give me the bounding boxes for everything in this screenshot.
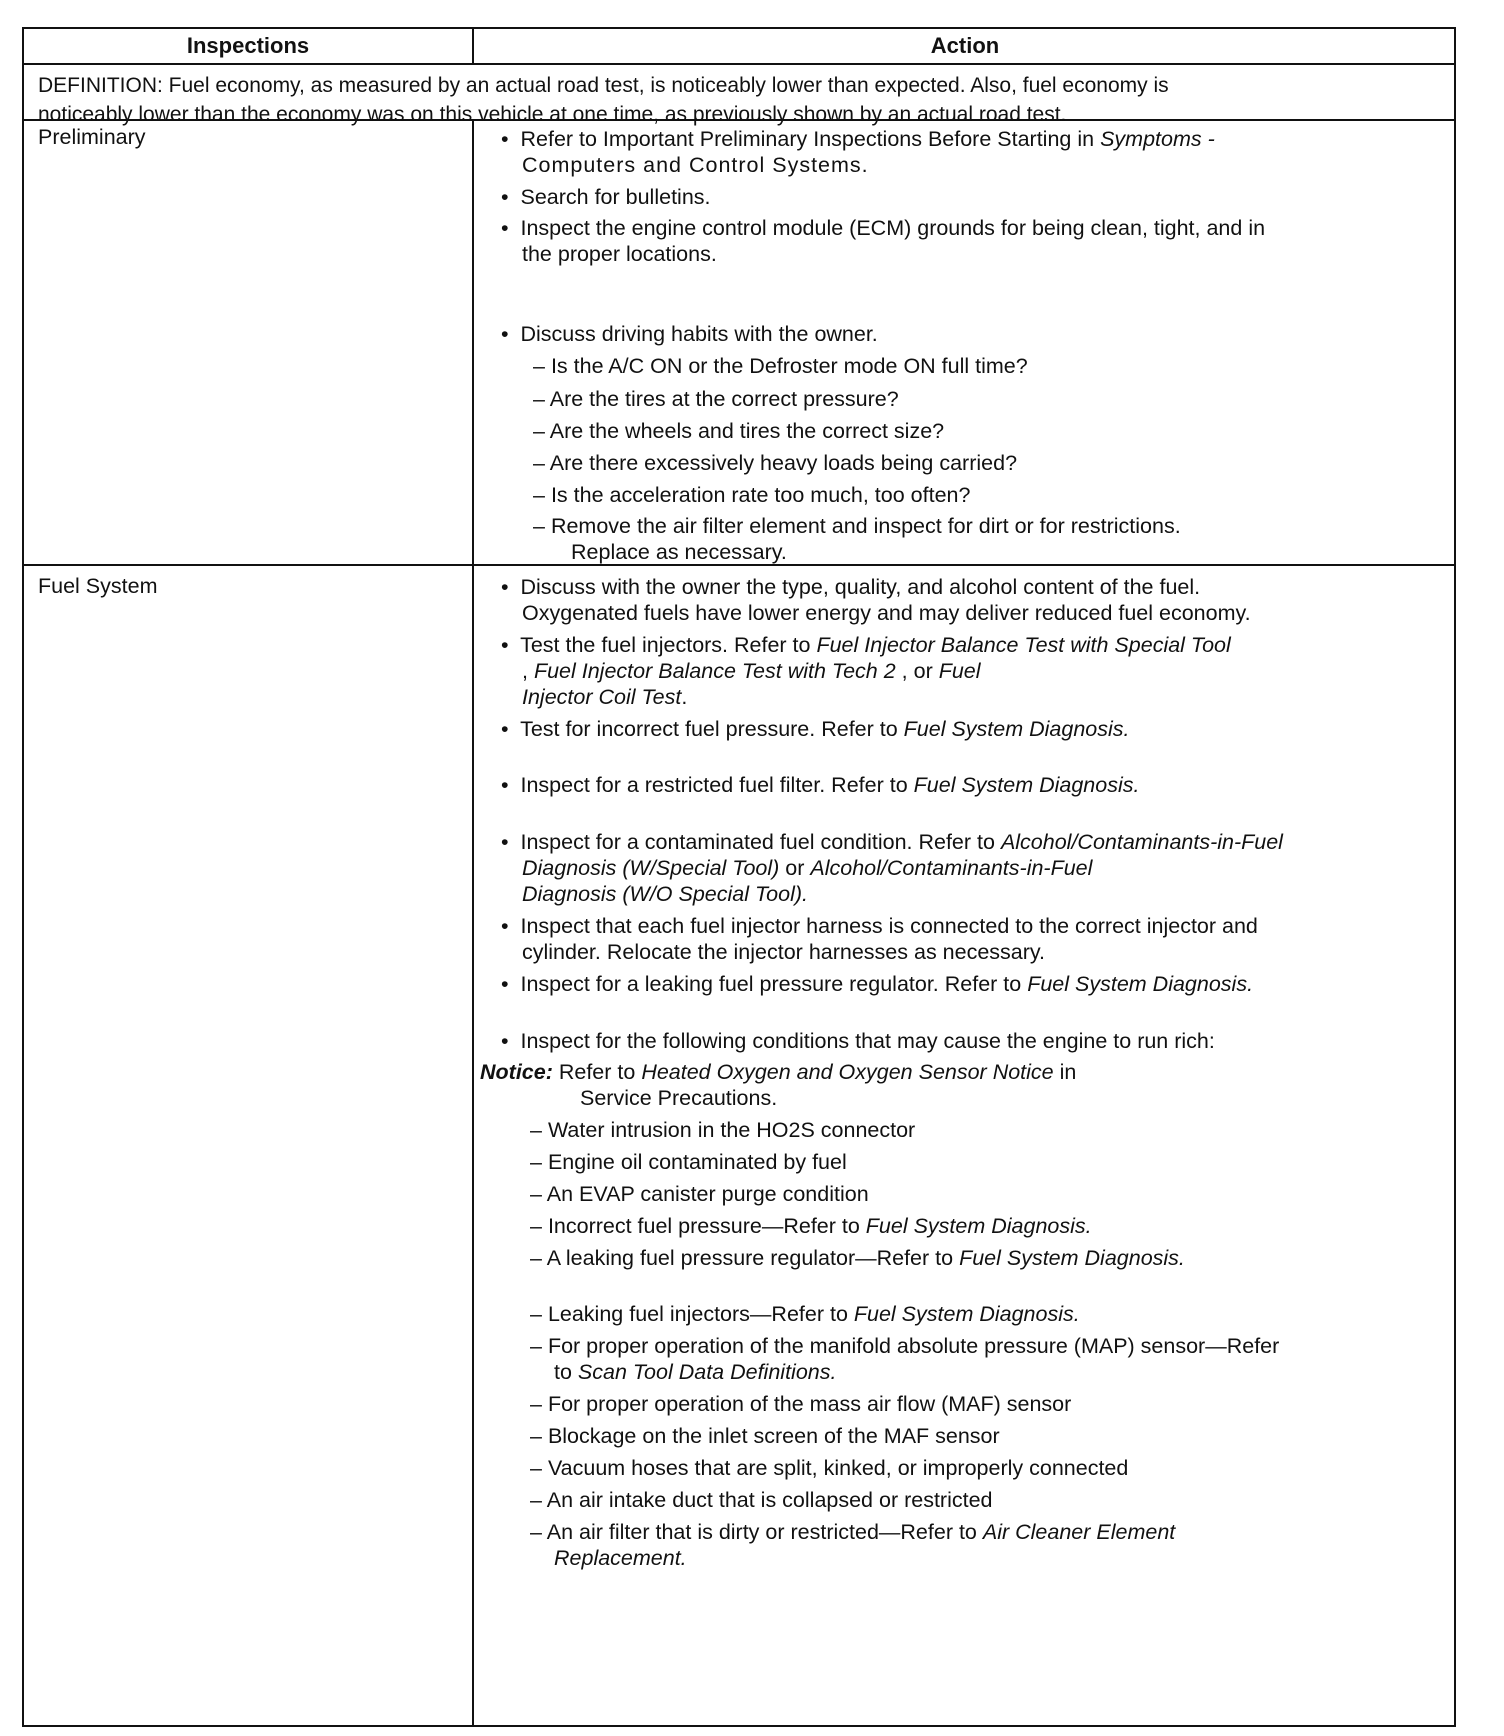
bullet-continuation: Diagnosis (W/O Special Tool). — [522, 882, 808, 906]
bullet-item: • Inspect for the following conditions that may cause the engine to run rich: — [501, 1029, 1215, 1053]
definition-line: DEFINITION: Fuel economy, as measured by an actual road test, is noticeably lower than expected. Also, fuel economy is — [38, 74, 1169, 97]
bullet-continuation: Oxygenated fuels have lower energy and may deliver reduced fuel economy. — [522, 601, 1251, 625]
notice-continuation: Service Precautions. — [580, 1086, 778, 1110]
bullet-continuation: the proper locations. — [522, 242, 717, 266]
bullet-item: • Inspect the engine control module (ECM) grounds for being clean, tight, and in — [501, 216, 1266, 240]
definition-text — [38, 71, 1438, 129]
bullet-continuation: Computers and Control Systems. — [522, 153, 869, 177]
bullet-item: • Test the fuel injectors. Refer to Fuel Injector Balance Test with Special Tool — [501, 633, 1231, 657]
sub-item: – Remove the air filter element and inspect for dirt or for restrictions. — [533, 514, 1181, 538]
sub-item: – Are there excessively heavy loads being carried? — [533, 451, 1018, 475]
sub-continuation: to Scan Tool Data Definitions. — [554, 1360, 837, 1384]
bullet-continuation: Injector Coil Test. — [522, 685, 688, 709]
sub-item: – An air intake duct that is collapsed or restricted — [530, 1488, 993, 1512]
sub-item: – For proper operation of the manifold absolute pressure (MAP) sensor—Refer — [530, 1334, 1280, 1358]
sub-item: – Are the wheels and tires the correct size? — [533, 419, 945, 443]
bullet-item: • Inspect for a leaking fuel pressure regulator. Refer to Fuel System Diagnosis. — [501, 972, 1254, 996]
bullet-item: • Inspect for a contaminated fuel condition. Refer to Alcohol/Contaminants-in-Fuel — [501, 830, 1283, 854]
bullet-item: • Discuss driving habits with the owner. — [501, 322, 878, 346]
bullet-continuation: Diagnosis (W/Special Tool) or Alcohol/Contaminants-in-Fuel — [522, 856, 1093, 880]
sub-item: – An EVAP canister purge condition — [530, 1182, 869, 1206]
diagnostic-table — [22, 27, 1456, 1727]
sub-item: – Vacuum hoses that are split, kinked, or improperly connected — [530, 1456, 1129, 1480]
sub-continuation: Replace as necessary. — [571, 540, 787, 564]
bullet-item: • Test for incorrect fuel pressure. Refer to Fuel System Diagnosis. — [501, 717, 1130, 741]
sub-item: – Water intrusion in the HO2S connector — [530, 1118, 916, 1142]
inspection-preliminary: Preliminary — [38, 125, 146, 149]
header-action: Action — [930, 33, 1000, 58]
bullet-continuation: , Fuel Injector Balance Test with Tech 2 , or Fuel — [522, 659, 981, 683]
sub-item: – Blockage on the inlet screen of the MAF sensor — [530, 1424, 1000, 1448]
header-inspections: Inspections — [186, 33, 310, 58]
bullet-continuation: cylinder. Relocate the injector harnesses as necessary. — [522, 940, 1046, 964]
sub-item: – Is the A/C ON or the Defroster mode ON full time? — [533, 354, 1028, 378]
bullet-item: • Inspect that each fuel injector harness is connected to the correct injector and — [501, 914, 1258, 938]
inspection-fuel-system: Fuel System — [38, 574, 158, 598]
sub-item: – A leaking fuel pressure regulator—Refer to Fuel System Diagnosis. — [530, 1246, 1185, 1270]
notice: Notice: Refer to Heated Oxygen and Oxygen Sensor Notice in — [480, 1060, 1077, 1084]
bullet-item: • Search for bulletins. — [501, 185, 711, 209]
sub-continuation: Replacement. — [554, 1546, 687, 1570]
bullet-item: • Refer to Important Preliminary Inspections Before Starting in Symptoms - — [501, 127, 1215, 151]
sub-item: – Leaking fuel injectors—Refer to Fuel System Diagnosis. — [530, 1302, 1080, 1326]
definition-line: noticeably lower than the economy was on this vehicle at one time, as previously shown by an actual road test. — [38, 103, 1067, 126]
column-divider-body — [472, 119, 474, 1727]
sub-item: – Are the tires at the correct pressure? — [533, 387, 899, 411]
sub-item: – An air filter that is dirty or restricted—Refer to Air Cleaner Element — [530, 1520, 1176, 1544]
bullet-item: • Discuss with the owner the type, quality, and alcohol content of the fuel. — [501, 575, 1201, 599]
bullet-item: • Inspect for a restricted fuel filter. Refer to Fuel System Diagnosis. — [501, 773, 1140, 797]
sub-item: – Engine oil contaminated by fuel — [530, 1150, 847, 1174]
header-divider — [24, 63, 1454, 65]
sub-item: – Incorrect fuel pressure—Refer to Fuel System Diagnosis. — [530, 1214, 1092, 1238]
sub-item: – Is the acceleration rate too much, too often? — [533, 483, 971, 507]
sub-item: – For proper operation of the mass air flow (MAF) sensor — [530, 1392, 1072, 1416]
